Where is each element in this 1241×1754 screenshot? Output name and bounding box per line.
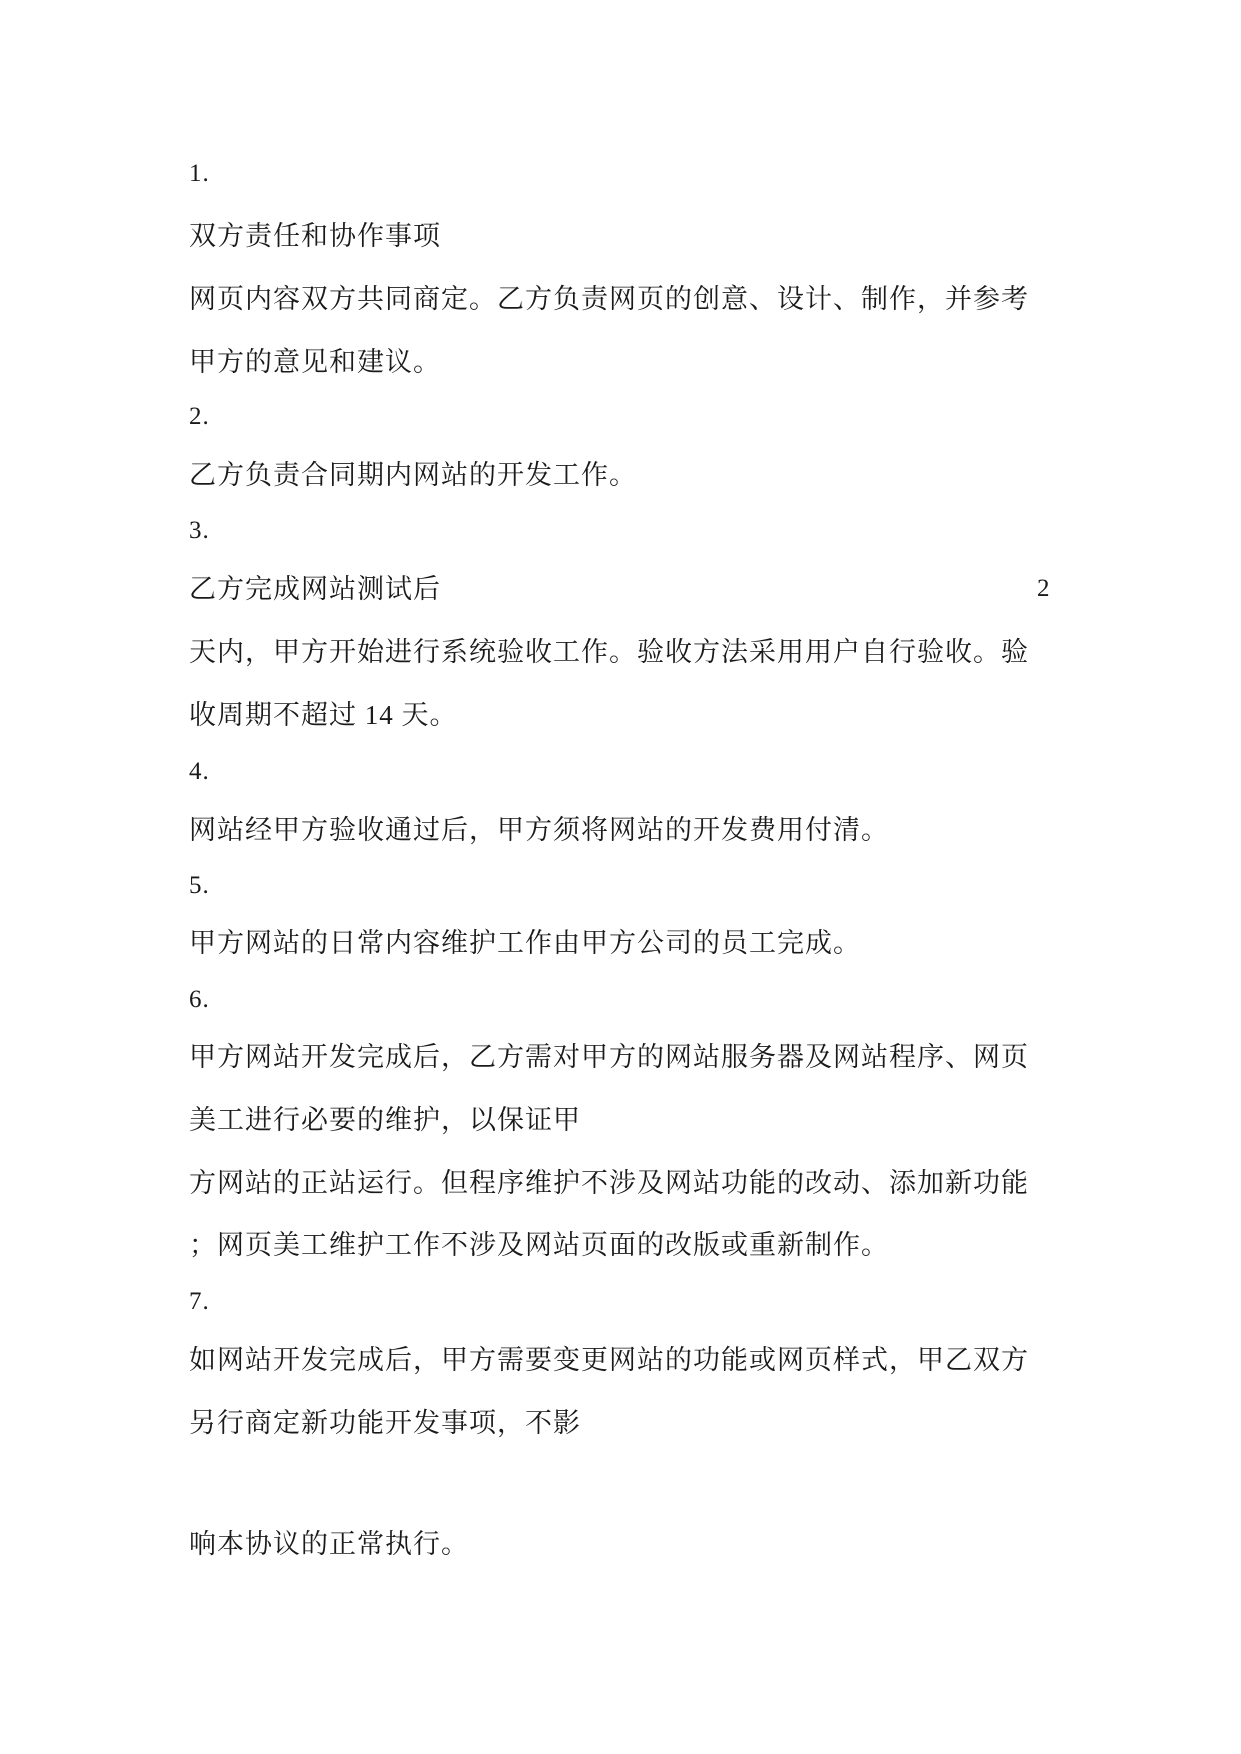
paragraph-line: 方网站的正站运行。但程序维护不涉及网站功能的改动、添加新功能 <box>189 1168 1029 1198</box>
paragraph-line: ；网页美工维护工作不涉及网站页面的改版或重新制作。 <box>189 1230 889 1260</box>
paragraph-line: 乙方负责合同期内网站的开发工作。 <box>189 460 637 490</box>
item-number-4: 4. <box>189 758 210 785</box>
paragraph-line: 甲方网站的日常内容维护工作由甲方公司的员工完成。 <box>189 928 861 958</box>
item-number-2: 2. <box>189 403 210 430</box>
item-number-3: 3. <box>189 517 210 544</box>
paragraph-line: 网页内容双方共同商定。乙方负责网页的创意、设计、制作，并参考 <box>189 284 1029 314</box>
paragraph-line: 响本协议的正常执行。 <box>189 1529 469 1559</box>
item-number-7: 7. <box>189 1288 210 1315</box>
paragraph-line: 美工进行必要的维护，以保证甲 <box>189 1105 581 1135</box>
paragraph-line: 网站经甲方验收通过后，甲方须将网站的开发费用付清。 <box>189 815 889 845</box>
paragraph-line: 另行商定新功能开发事项，不影 <box>189 1408 581 1438</box>
paragraph-line: 收周期不超过 14 天。 <box>189 700 458 730</box>
paragraph-line: 甲方的意见和建议。 <box>189 347 441 377</box>
item-number-6: 6. <box>189 986 210 1013</box>
paragraph-line: 甲方网站开发完成后，乙方需对甲方的网站服务器及网站程序、网页 <box>189 1042 1029 1072</box>
section-heading: 双方责任和协作事项 <box>189 221 441 251</box>
paragraph-line: 如网站开发完成后，甲方需要变更网站的功能或网页样式，甲乙双方 <box>189 1345 1029 1375</box>
paragraph-line: 天内，甲方开始进行系统验收工作。验收方法采用用户自行验收。验 <box>189 637 1029 667</box>
item-number-1: 1. <box>189 160 210 187</box>
inline-number: 2 <box>1037 575 1050 602</box>
paragraph-line: 乙方完成网站测试后 <box>189 574 441 604</box>
item-number-5: 5. <box>189 872 210 899</box>
